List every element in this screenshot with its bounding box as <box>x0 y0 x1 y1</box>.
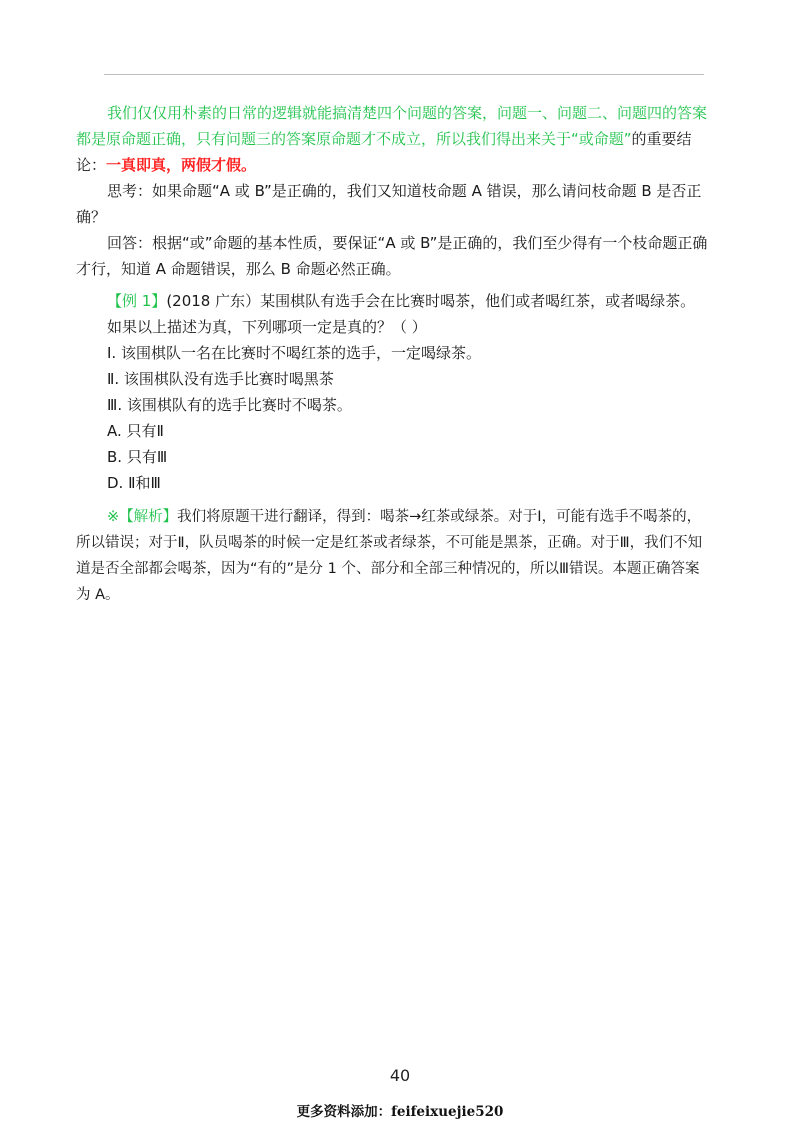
analysis-tag: ※【解析】 <box>107 509 178 525</box>
conclusion-green-text: 我们仅仅用朴素的日常的逻辑就能搞清楚四个问题的答案，问题一、问题二、问题四的答案都是原命题正确，只有问题三的答案原命题才不成立，所以我们得出来关于“或命题” <box>76 104 708 148</box>
analysis-paragraph <box>76 504 708 608</box>
think-paragraph: 思考：如果命题“A 或 B”是正确的，我们又知道枝命题 A 错误，那么请问枝命题 B 是否正确？ <box>76 182 702 226</box>
option-a: A. 只有Ⅱ <box>107 422 164 440</box>
conclusion-paragraph <box>76 100 708 178</box>
conclusion-red-text: 一真即真，两假才假。 <box>106 156 257 174</box>
example-tag: 【例 1】 <box>107 292 167 310</box>
example-stem: (2018 广东）某围棋队有选手会在比赛时喝茶，他们或者喝红茶，或者喝绿茶。 <box>166 292 696 310</box>
example-question: 如果以上描述为真，下列哪项一定是真的？（ ） <box>107 318 427 336</box>
example-block <box>76 288 708 496</box>
page-content <box>76 100 708 608</box>
statement-3: Ⅲ. 该围棋队有的选手比赛时不喝茶。 <box>107 396 352 414</box>
analysis-text: 我们将原题干进行翻译，得到：喝茶→红茶或绿茶。对于Ⅰ，可能有选手不喝茶的，所以错误；对于Ⅱ，队员喝茶的时候一定是红茶或者绿茶，不可能是黑茶，正确。对于Ⅲ，我们不知道是否全部都会喝茶，因为“有的”是分 1 个、部分和全部三种情况的，所以Ⅲ错误。本题正确答案为 A。 <box>76 509 703 603</box>
statement-1: I. 该围棋队一名在比赛时不喝红茶的选手，一定喝绿茶。 <box>107 344 481 362</box>
header-rule <box>104 74 704 75</box>
footer-text: 更多资料添加：feifeixuejie520 <box>296 1104 504 1120</box>
page-number: 40 <box>389 1066 411 1085</box>
option-d: D. Ⅱ和Ⅲ <box>107 474 161 492</box>
option-b: B. 只有Ⅲ <box>107 448 168 466</box>
answer-paragraph: 回答：根据“或”命题的基本性质，要保证“A 或 B”是正确的，我们至少得有一个枝命题正确才行，知道 A 命题错误，那么 B 命题必然正确。 <box>76 234 708 278</box>
example-stem-line <box>76 288 708 314</box>
statement-2: Ⅱ. 该围棋队没有选手比赛时喝黑茶 <box>107 370 334 388</box>
conclusion-black-text: 的重要结论： <box>76 130 692 174</box>
